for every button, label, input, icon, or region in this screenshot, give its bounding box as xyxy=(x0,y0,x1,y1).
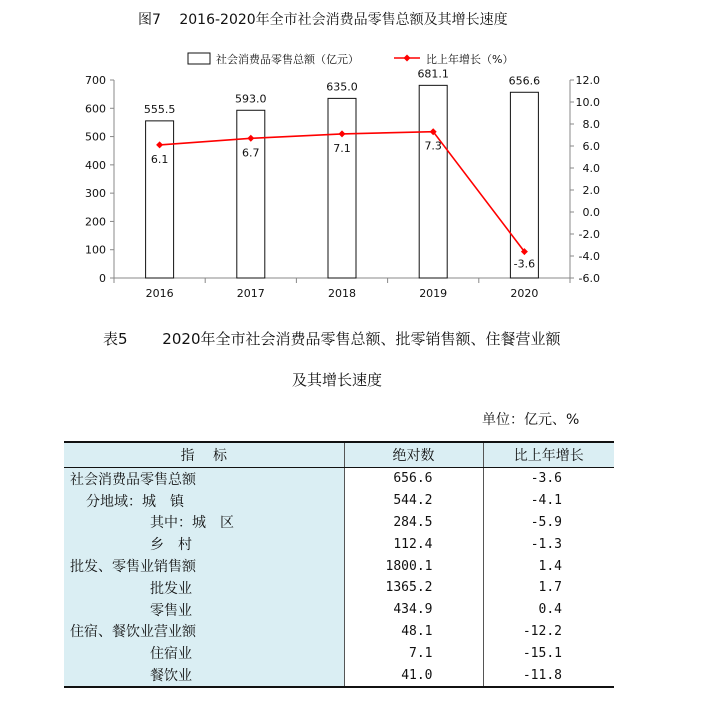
row-indicator-label: 批发、零售业销售额 xyxy=(64,555,344,577)
row-indicator-label: 社会消费品零售总额 xyxy=(64,468,344,490)
row-indicator-label: 批发业 xyxy=(64,577,344,599)
table-row xyxy=(64,599,614,621)
left-tick-label: 700 xyxy=(85,74,106,87)
row-absolute-value: 112.4 xyxy=(344,533,483,555)
row-indicator-label: 分地域：城 镇 xyxy=(64,490,344,512)
right-tick-label: 2.0 xyxy=(582,184,600,197)
bar-data-label: 635.0 xyxy=(326,80,358,94)
table-header-row xyxy=(64,442,614,468)
x-tick-label: 2018 xyxy=(328,287,356,300)
table-caption-line2: 及其增长速度 xyxy=(292,371,383,389)
bar-data-label: 656.6 xyxy=(508,74,541,88)
legend-line-marker xyxy=(404,55,411,62)
row-growth-value: 1.7 xyxy=(483,577,614,599)
row-growth-value: 1.4 xyxy=(483,555,614,577)
right-tick-label: 8.0 xyxy=(582,118,600,131)
bar-data-label: 555.5 xyxy=(143,102,176,116)
growth-data-label: 6.1 xyxy=(150,152,169,166)
bar-data-label: 593.0 xyxy=(235,92,267,106)
header-indicator: 指 标 xyxy=(64,442,344,468)
row-indicator-label: 住宿业 xyxy=(64,642,344,664)
left-tick-label: 100 xyxy=(85,243,106,257)
right-tick-label: 0.0 xyxy=(582,206,600,219)
row-absolute-value: 1800.1 xyxy=(344,555,483,577)
legend-line-label: 比上年增长（%） xyxy=(426,53,514,66)
growth-data-label: 7.3 xyxy=(424,139,442,153)
row-growth-value: 0.4 xyxy=(483,599,614,621)
table-row xyxy=(64,533,614,555)
table-row xyxy=(64,555,614,577)
row-absolute-value: 48.1 xyxy=(344,621,483,643)
row-absolute-value: 544.2 xyxy=(344,490,483,512)
x-tick-label: 2020 xyxy=(510,287,539,300)
growth-data-label: 7.1 xyxy=(333,141,351,155)
growth-data-label: -3.6 xyxy=(513,257,536,271)
table-caption-line1: 表5 2020年全市社会消费品零售总额、批零销售额、住餐营业额 xyxy=(103,330,561,348)
row-absolute-value: 41.0 xyxy=(344,664,483,687)
growth-data-label: 6.7 xyxy=(242,146,260,160)
right-tick-label: -2.0 xyxy=(578,228,600,241)
row-indicator-label: 其中：城 区 xyxy=(64,512,344,534)
legend-bar-label: 社会消费品零售总额（亿元） xyxy=(216,53,359,66)
right-tick-label: 4.0 xyxy=(582,162,600,175)
table-row xyxy=(64,512,614,534)
left-tick-label: 400 xyxy=(85,158,106,172)
right-tick-label: 12.0 xyxy=(575,74,600,87)
table-row xyxy=(64,664,614,687)
table-row xyxy=(64,577,614,599)
right-tick-label: -4.0 xyxy=(578,250,600,263)
table-row xyxy=(64,490,614,512)
table-row xyxy=(64,621,614,643)
row-indicator-label: 零售业 xyxy=(64,599,344,621)
row-absolute-value: 284.5 xyxy=(344,512,483,534)
legend-bar-swatch xyxy=(188,53,210,64)
row-growth-value: -3.6 xyxy=(483,468,614,490)
row-growth-value: -11.8 xyxy=(483,664,614,687)
table-row xyxy=(64,468,614,490)
figure-caption: 图7 2016-2020年全市社会消费品零售总额及其增长速度 xyxy=(138,12,508,28)
bar-2018 xyxy=(328,98,356,278)
table-unit-note: 单位：亿元、% xyxy=(482,412,580,428)
bar-2019 xyxy=(419,85,447,278)
header-absolute-value: 绝对数 xyxy=(344,442,483,468)
right-tick-label: -6.0 xyxy=(578,272,600,285)
left-tick-label: 200 xyxy=(85,215,106,229)
row-absolute-value: 656.6 xyxy=(344,468,483,490)
x-tick-label: 2019 xyxy=(419,287,448,300)
x-tick-label: 2016 xyxy=(145,287,174,300)
bar-data-label: 681.1 xyxy=(417,67,449,81)
left-tick-label: 300 xyxy=(85,187,106,201)
combo-chart xyxy=(0,0,708,310)
row-absolute-value: 7.1 xyxy=(344,642,483,664)
row-indicator-label: 餐饮业 xyxy=(64,664,344,687)
left-tick-label: 600 xyxy=(85,102,106,116)
right-tick-label: 6.0 xyxy=(582,140,600,153)
right-tick-label: 10.0 xyxy=(575,96,600,109)
left-tick-label: 500 xyxy=(85,130,106,144)
row-growth-value: -1.3 xyxy=(483,533,614,555)
row-growth-value: -5.9 xyxy=(483,512,614,534)
row-indicator-label: 乡 村 xyxy=(64,533,344,555)
row-growth-value: -4.1 xyxy=(483,490,614,512)
row-absolute-value: 434.9 xyxy=(344,599,483,621)
row-indicator-label: 住宿、餐饮业营业额 xyxy=(64,621,344,643)
header-growth: 比上年增长 xyxy=(483,442,614,468)
row-growth-value: -15.1 xyxy=(483,642,614,664)
row-growth-value: -12.2 xyxy=(483,621,614,643)
x-tick-label: 2017 xyxy=(236,287,265,300)
table-row xyxy=(64,642,614,664)
row-absolute-value: 1365.2 xyxy=(344,577,483,599)
left-tick-label: 0 xyxy=(99,272,106,285)
stats-table xyxy=(64,441,614,688)
